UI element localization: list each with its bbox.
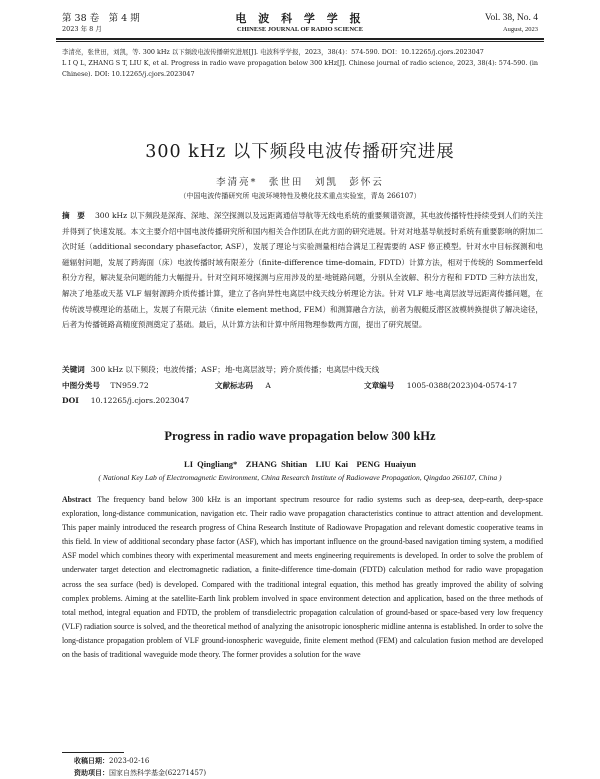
volume-cn: 第 38 卷 第 4 期 [62, 13, 140, 24]
footnotes [74, 755, 206, 779]
date-en: August, 2023 [502, 26, 538, 33]
header-volume-en [485, 13, 538, 35]
citation-block [62, 47, 542, 80]
article-value: 1005-0388(2023)04-0574-17 [406, 381, 518, 390]
clc-label: 中图分类号 [62, 381, 100, 390]
doi-label: DOI [62, 396, 79, 405]
authors-en: LI Qingliang* ZHANG Shitian LIU Kai PENG Huaiyun [184, 459, 416, 469]
code-label: 文献标志码 [215, 381, 253, 390]
abstract-en-text: The frequency band below 300 kHz is an important spectrum resource for radio systems such as deep-sea, deep-earth, deep-space exploration, long-distance communication, navigation etc. Their radio wave propagation characteristics continue to attract attention and development. This paper mainly introduced the research progress of China Research Institute of Radiowave Propagation and relevant domestic cooperative teams in this field. In view of additional secondary phase factor (ASF), which has important influence on the ground-based navigation timing system, a modified ASF model which combines theory with experimental measurement and meets engineering requirements is developed. In order to solve the problem of underwater target detection and electromagnetic radiation, a finite-difference time-domain (FDTD) calculation method for radio wave propagation across the sea surface (bed) is developed. Compared with the traditional integral equation, this method has greatly improved the ability of solving complex problems. Aiming at the satellite-Earth link problem involved in space environment detection and application, based on the three methods of total method, integral equation and FDTD, the problem of transdielectric propagation calculation of ground-based or space-based very low frequency (VLF) radiation source is solved, and the theoretical method of analyzing the anisotropic ionospheric midline antenna is established. In order to solve the long-distance propagation problem of VLF ground-ionospheric waveguide, finite element method (FEM) and calculation fusion method are developed on the basis of traditional waveguide mode theory. The former provides a solution for the wave [62, 495, 543, 660]
abstract-en-label: Abstract [62, 495, 92, 504]
citation-en-line1: L I Q L, ZHANG S T, LIU K, et al. Progress in radio wave propagation below 300 kHz[J]. Chinese journal of radio science, 2023, 38(4): 574-590. (in [62, 59, 539, 67]
title-en: Progress in radio wave propagation below 300 kHz [164, 429, 436, 443]
header-journal [160, 13, 440, 35]
journal-name-en: CHINESE JOURNAL OF RADIO SCIENCE [236, 26, 364, 33]
abstract-en [62, 493, 543, 662]
abstract-cn-label: 摘 要 [62, 211, 85, 220]
header-rule-thin [56, 41, 544, 42]
title-cn: 300 kHz 以下频段电波传播研究进展 [145, 142, 455, 162]
clc-value: TN959.72 [110, 381, 149, 390]
citation-cn: 李清亮，张世田，刘凯，等. 300 kHz 以下频段电波传播研究进展[J]. 电波科学学报，2023，38(4)：574-590. DOI：10.12265/j.cjors.2023047 [62, 48, 484, 56]
document-code [215, 380, 271, 391]
authors-cn: 李清亮* 张世田 刘凯 彭怀云 [216, 177, 384, 188]
funding-label: 资助项目： [74, 768, 109, 777]
header-rule-thick [56, 38, 544, 40]
volume-en: Vol. 38, No. 4 [484, 13, 538, 23]
doi [62, 396, 189, 405]
date-cn: 2023 年 8 月 [62, 25, 102, 33]
affiliation-en: ( National Key Lab of Electromagnetic Environment, China Research Institute of Radiowave Propagation, Qingdao 266107, China ) [98, 473, 502, 482]
received-date [74, 755, 206, 767]
received-value: 2023-02-16 [109, 757, 150, 765]
funding [74, 767, 206, 779]
article-number [364, 380, 517, 391]
abstract-cn [62, 208, 543, 333]
footnote-rule [62, 752, 124, 753]
keywords-cn-text: 300 kHz 以下频段；电波传播；ASF；地-电离层波导；跨介质传播；电离层中线天线 [90, 365, 380, 374]
journal-name-cn: 电 波 科 学 学 报 [235, 12, 365, 25]
keywords-cn-label: 关键词 [62, 365, 85, 374]
funding-value: 国家自然科学基金(62271457) [109, 769, 207, 777]
affiliation-cn: （中国电波传播研究所 电波环境特性及模化技术重点实验室，青岛 266107） [179, 192, 421, 200]
doi-value: 10.12265/j.cjors.2023047 [90, 396, 190, 405]
keywords-cn [62, 364, 379, 375]
article-label: 文章编号 [364, 381, 395, 390]
abstract-cn-text: 300 kHz 以下频段是深海、深地、深空探测以及远距离通信导航等无线电系统的重要频谱资源，其电波传播特性持续受到人们的关注并得到了快速发展。本文主要介绍中国电波传播研究所和国内相关合作团队在此方面的研究进展。针对对地基导航授时系统有重要影响的附加二次时延（additional secondary phasefactor, ASF），发展了理论与实验测量相结合满足工程需要的 ASF 修正模型。针对水中目标探测和电磁辐射问题，发展了跨海面（床）电波传播时域有限差分（finite-difference time-domain, FDTD）计算方法，相对于传统的 Sommerfeld 积分方程，解决复杂问题的能力大幅提升。针对空间环境探测与应用涉及的星-地链路问题，分别从全波解、积分方程和 FDTD 三种方法出发，解决了地基或天基 VLF 辐射源跨介质传播计算，建立了各向异性电离层中线天线分析理论方法。针对 VLF 地-电离层波导远距离传播问题，在传统波导模理论的基础上，发展了有限元法（finite element method, FEM）和测算融合方法，前者为舰艇反潜区波模转换提供了解决途径，后者为传播链路高精度预测奠定了基础。最后，从计算方法和计算中所用物理参数两方面，提出了研究展望。 [62, 211, 543, 330]
clc-number [62, 380, 149, 391]
received-label: 收稿日期： [74, 756, 109, 765]
citation-en-line2: Chinese). DOI: 10.12265/j.cjors.2023047 [62, 70, 195, 78]
code-value: A [265, 381, 271, 390]
header-volume-cn [62, 13, 140, 35]
